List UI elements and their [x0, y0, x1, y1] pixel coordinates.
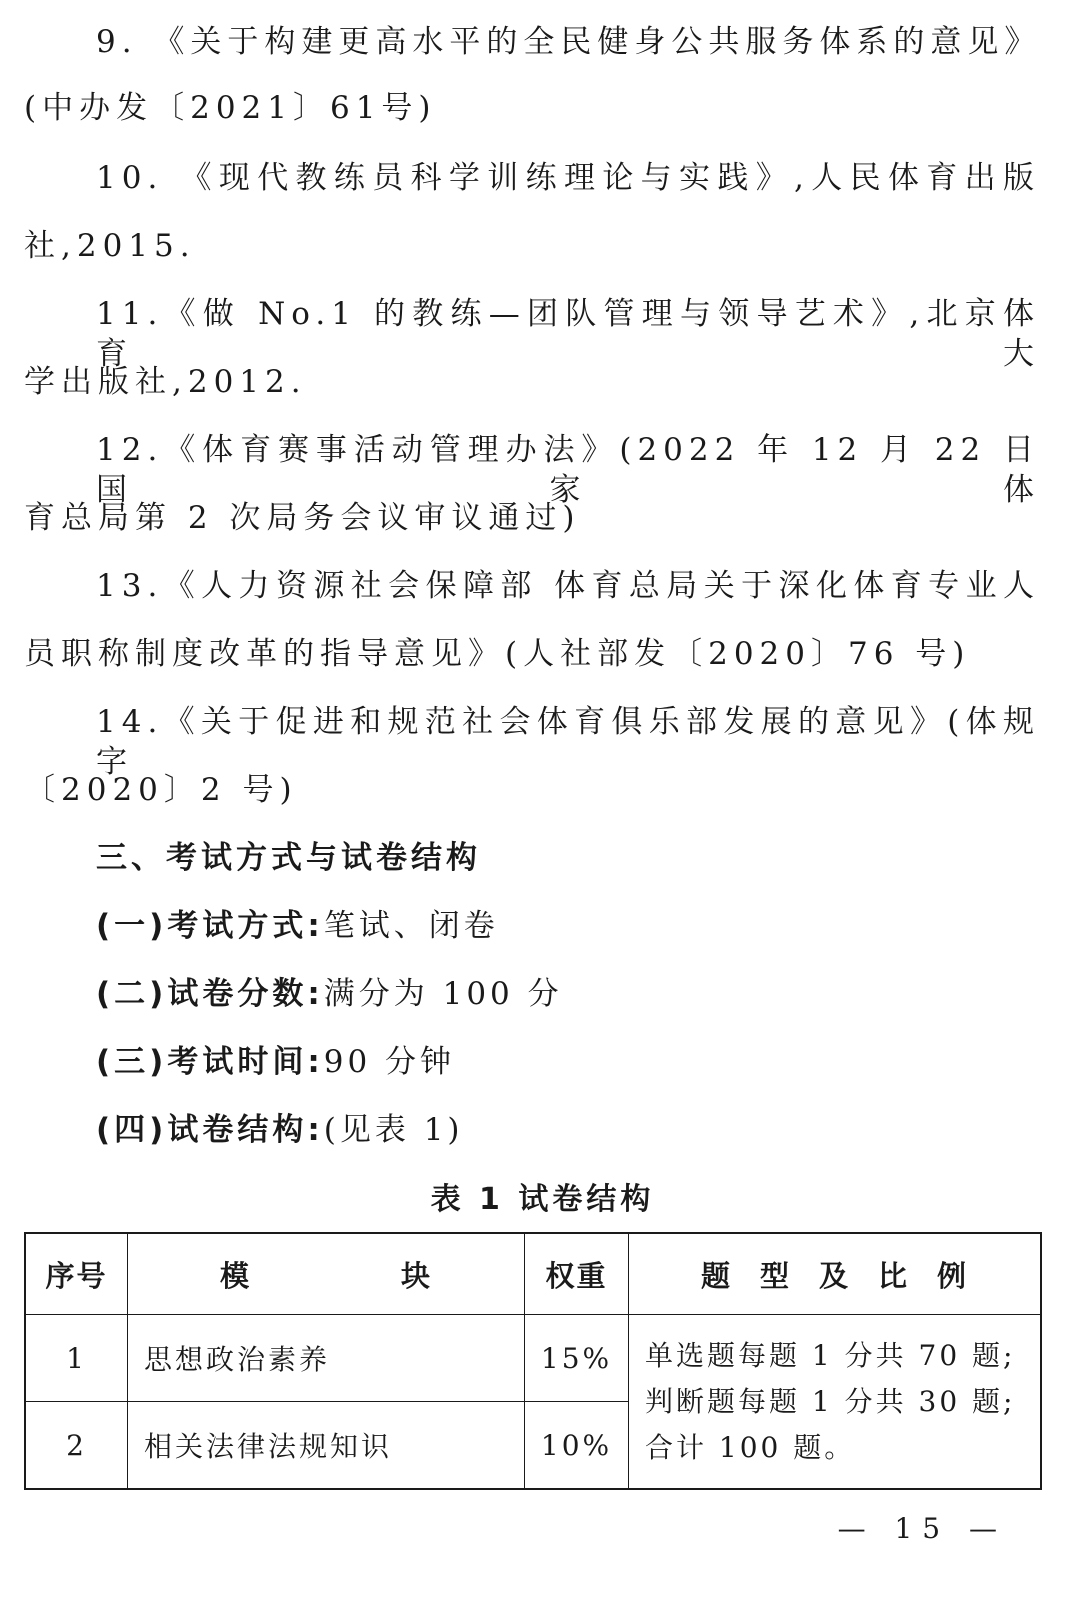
item-name: 试卷分数:	[167, 976, 324, 1012]
table-row	[25, 1315, 1041, 1402]
reference-line: 社,2015.	[24, 228, 196, 264]
reference-line: (中办发〔2021〕61号)	[24, 90, 437, 126]
reference-line: 员职称制度改革的指导意见》(人社部发〔2020〕76 号)	[24, 636, 971, 672]
table-header-row	[25, 1233, 1041, 1315]
cell-weight: 15%	[525, 1315, 629, 1402]
item-label: (四)	[96, 1112, 168, 1148]
question-type-line: 合计 100 题。	[645, 1430, 856, 1464]
cell-question-types	[629, 1315, 1042, 1490]
reference-line: 〔2020〕2 号)	[24, 772, 298, 808]
reference-line: 学出版社,2012.	[24, 364, 307, 400]
header-type-char: 题	[700, 1258, 732, 1293]
header-type-char: 例	[937, 1258, 969, 1293]
reference-line: 9. 《关于构建更高水平的全民健身公共服务体系的意见》	[96, 24, 1042, 60]
header-module	[128, 1233, 525, 1315]
exam-item	[96, 974, 563, 1014]
item-label: (一)	[96, 908, 168, 944]
cell-module: 思想政治素养	[128, 1315, 525, 1402]
reference-line: 11.《做 No.1 的教练—团队管理与领导艺术》,北京体育大	[96, 296, 1040, 372]
item-label: (二)	[96, 976, 168, 1012]
reference-line: 12.《体育赛事活动管理办法》(2022 年 12 月 22 日国家体	[96, 432, 1040, 508]
item-value: 笔试、闭卷	[323, 908, 499, 944]
header-type-char: 及	[818, 1258, 850, 1293]
reference-line: 育总局第 2 次局务会议审议通过)	[24, 500, 581, 536]
item-name: 考试方式:	[167, 908, 324, 944]
header-module-a: 模	[219, 1258, 251, 1293]
cell-module: 相关法律法规知识	[128, 1402, 525, 1490]
header-question-type	[629, 1233, 1042, 1315]
header-module-b: 块	[401, 1258, 433, 1293]
item-name: 试卷结构:	[167, 1112, 324, 1148]
reference-line: 13.《人力资源社会保障部 体育总局关于深化体育专业人	[96, 568, 1040, 604]
item-value: 90 分钟	[323, 1044, 456, 1080]
header-type-char: 比	[878, 1258, 910, 1293]
page-number: — 15 —	[837, 1512, 1007, 1545]
reference-line: 14.《关于促进和规范社会体育俱乐部发展的意见》(体规字	[96, 704, 1040, 780]
cell-no: 1	[25, 1315, 128, 1402]
header-no: 序号	[25, 1233, 128, 1315]
item-value: 满分为 100 分	[323, 976, 563, 1012]
header-type-char: 型	[759, 1258, 791, 1293]
exam-item	[96, 1110, 464, 1150]
cell-weight: 10%	[525, 1402, 629, 1490]
exam-structure-table	[24, 1232, 1042, 1490]
section-heading: 三、考试方式与试卷结构	[96, 840, 481, 876]
exam-item	[96, 1042, 455, 1082]
cell-no: 2	[25, 1402, 128, 1490]
question-type-line: 单选题每题 1 分共 70 题;	[645, 1338, 1016, 1372]
question-type-line: 判断题每题 1 分共 30 题;	[645, 1384, 1016, 1418]
reference-line: 10. 《现代教练员科学训练理论与实践》,人民体育出版	[96, 160, 1040, 196]
item-label: (三)	[96, 1044, 168, 1080]
item-name: 考试时间:	[167, 1044, 324, 1080]
table-caption: 表 1 试卷结构	[430, 1182, 655, 1217]
item-value: (见表 1)	[323, 1112, 464, 1148]
header-weight: 权重	[525, 1233, 629, 1315]
exam-item	[96, 906, 499, 946]
